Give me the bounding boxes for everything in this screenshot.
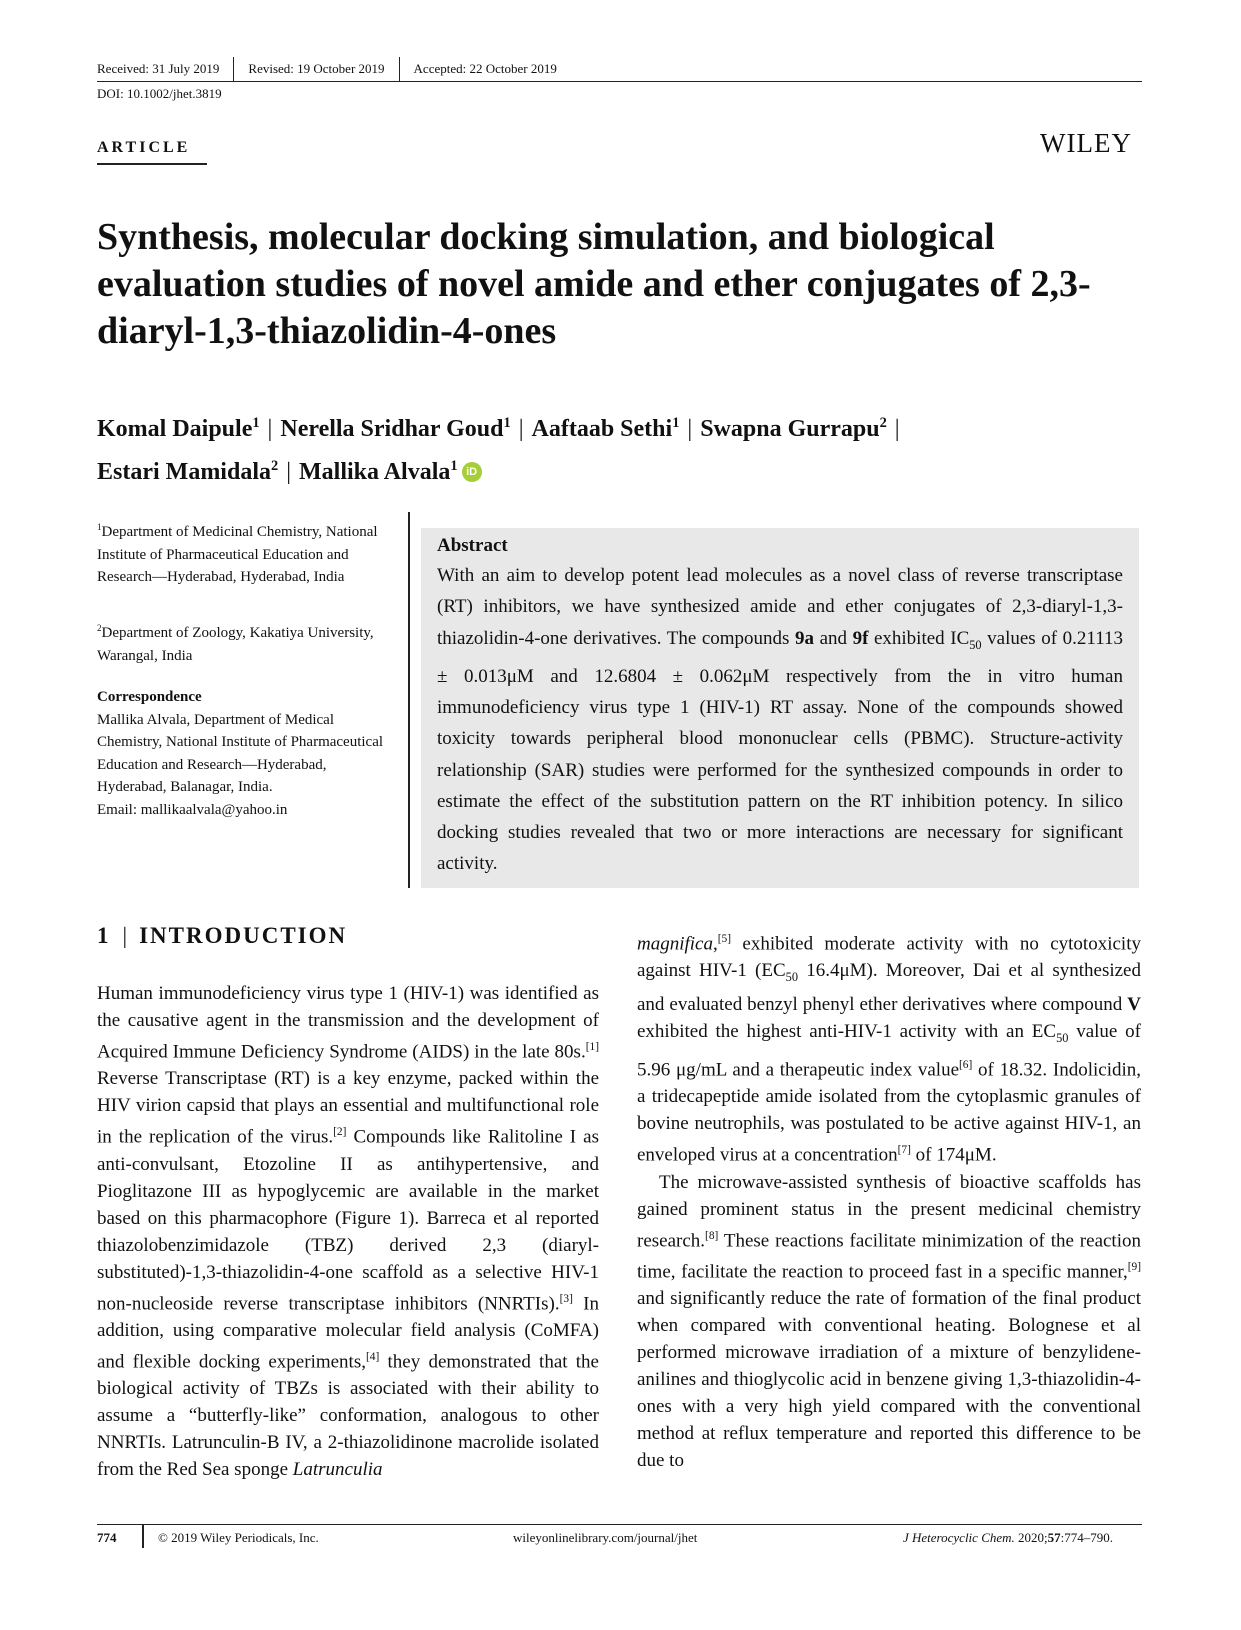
journal-url[interactable]: wileyonlinelibrary.com/journal/jhet [513,1530,698,1545]
copyright: © 2019 Wiley Periodicals, Inc. [158,1530,319,1545]
author: Nerella Sridhar Goud$^1$ [280,415,511,442]
body-column-left [97,980,599,1483]
author: Aaftaab Sethi$^1$ [531,415,680,442]
abstract-box [421,528,1139,888]
citation[interactable]: [9] [1127,1260,1141,1273]
received-date: Received: 31 July 2019 [97,61,220,76]
journal-citation: J Heterocyclic Chem. 2020;57:774–790. [903,1530,1114,1545]
citation[interactable]: [8] [705,1229,719,1242]
author: Estari Mamidala$^2$ [97,458,279,485]
citation[interactable]: [1] [585,1041,599,1053]
correspondence-heading: Correspondence [97,689,202,705]
affiliation: $^1$Department of Medicinal Chemistry, National Institute of Pharmaceutical Education and Research—Hyderabad, Hyderabad, India [97,522,378,585]
section-heading: 1 | INTRODUCTION [97,923,348,948]
citation[interactable]: [5] [717,933,732,945]
author: Swapna Gurrapu$^2$ [700,415,887,442]
affiliation: $^2$Department of Zoology, Kakatiya University, Warangal, India [97,623,374,664]
publisher-logo: WILEY [1040,128,1132,158]
doi[interactable]: DOI: 10.1002/jhet.3819 [97,86,222,101]
paragraph: magnifica,[5] exhibited moderate activity with no cytotoxicity against HIV-1 ($EC_{50}$ 16.4μM). Moreover, Dai et al synthesized and evaluated benzyl phenyl ether derivatives where compound V exhibited the highest anti-HIV-1 activity with an $EC_{50}$ value of 5.96 μg/mL and a therapeutic index value[6] of 18.32. Indolicidin, a tridecapeptide amide isolated from the cytoplasmic granules of bovine neutrophils, was postulated to be active against HIV-1, an enveloped virus at a concentration[7] of 174μM. [637,933,1142,1166]
citation[interactable]: [7] [897,1144,911,1157]
correspondence-email[interactable]: Email: mallikaalvala@yahoo.in [97,801,288,818]
paragraph: The microwave-assisted synthesis of bioactive scaffolds has gained prominent status in the present medicinal chemistry research.[8] These reactions facilitate minimization of the reaction time, facilitate the reaction to proceed fast in a specific manner,[9] and significantly reduce the rate of formation of the final product when compared with conventional heating. Bolognese et al performed microwave irradiation of a mixture of benzylidene-anilines and thioglycolic acid in benzene giving 1,3-thiazolidin-4-ones with a very high yield compared with the conventional method at reflux temperature and reported this difference to be due to [637,1171,1141,1472]
correspondence [97,686,387,821]
page-number: 774 [97,1530,117,1545]
header-rule [97,81,1142,82]
accepted-date: Accepted: 22 October 2019 [413,61,557,76]
revised-date: Revised: 19 October 2019 [248,61,385,76]
citation[interactable]: [3] [559,1292,573,1305]
paper-title: Synthesis, molecular docking simulation, and biological evaluation studies of novel amide and ether conjugates of 2,3-diaryl-1,3-thiazolidin-4-ones [97,216,1091,352]
abstract-heading: Abstract [437,535,508,556]
history-dates [97,58,1142,80]
footer-rule [97,1524,1142,1525]
paragraph: Human immunodeficiency virus type 1 (HIV-1) was identified as the causative agent in the transmission and the development of Acquired Immune Deficiency Syndrome (AIDS) in the late 80s.[1] Reverse Transcriptase (RT) is a key enzyme, packed within the HIV virion capsid that plays an essential and multifunctional role in the replication of the virus.[2] Compounds like Ralitoline I as anti-convulsant, Etozoline II as antihypertensive, and Pioglitazone III as hypoglycemic are available in the market based on this pharmacophore (Figure 1). Barreca et al reported thiazolobenzimidazole (TBZ) derived 2,3 (diaryl-substituted)-1,3-thiazolidin-4-one scaffold as a selective HIV-1 non-nucleoside reverse transcriptase inhibitors (NNRTIs).[3] In addition, using comparative molecular field analysis (CoMFA) and flexible docking experiments,[4] they demonstrated that the biological activity of TBZs is associated with their ability to assume a “butterfly-like” conformation, analogous to other NNRTIs. Latrunculin-B IV, a 2-thiazolidinone macrolide isolated from the Red Sea sponge Latrunculia [97,983,599,1481]
article-type: ARTICLE [97,139,191,156]
article-type-underline [97,163,207,165]
correspondence-text: Mallika Alvala, Department of Medical Chemistry, National Institute of Pharmaceutical Education and Research—Hyderabad, Hyderabad, Balanagar, India. [97,711,384,795]
orcid-icon[interactable]: iD [462,462,482,482]
citation[interactable]: [2] [333,1126,347,1139]
body-column-right [637,926,1141,1474]
author-list: Komal Daipule$^1$ | Nerella Sridhar Goud$^1$ | Aaftaab Sethi$^1$ | Swapna Gurrapu$^2$ | Estari Mamidala$^2$ | Mallika Alvala$^1$ iD [97,415,900,485]
abstract-text: With an aim to develop potent lead molecules as a novel class of reverse transcriptase (RT) inhibitors, we have synthesized amide and ether conjugates of 2,3-diaryl-1,3-thiazolidin-4-one derivatives. The compounds 9a and 9f exhibited $IC_{50}$ values of 0.21113 ± 0.013μM and 12.6804 ± 0.062μM respectively from the in vitro human immunodeficiency virus type 1 (HIV-1) RT assay. None of the compounds showed toxicity towards peripheral blood mononuclear cells (PBMC). Structure-activity relationship (SAR) studies were performed for the synthesized compounds in order to estimate the effect of the substitution pattern on the RT inhibition potency. In silico docking studies revealed that two or more interactions are necessary for significant activity. [437,565,1123,875]
column-divider [408,512,410,888]
citation[interactable]: [6] [959,1058,973,1071]
citation[interactable]: [4] [365,1350,380,1363]
footer-divider [142,1524,144,1548]
author: Komal Daipule$^1$ [97,415,260,442]
author: Mallika Alvala$^1$ [299,458,458,485]
